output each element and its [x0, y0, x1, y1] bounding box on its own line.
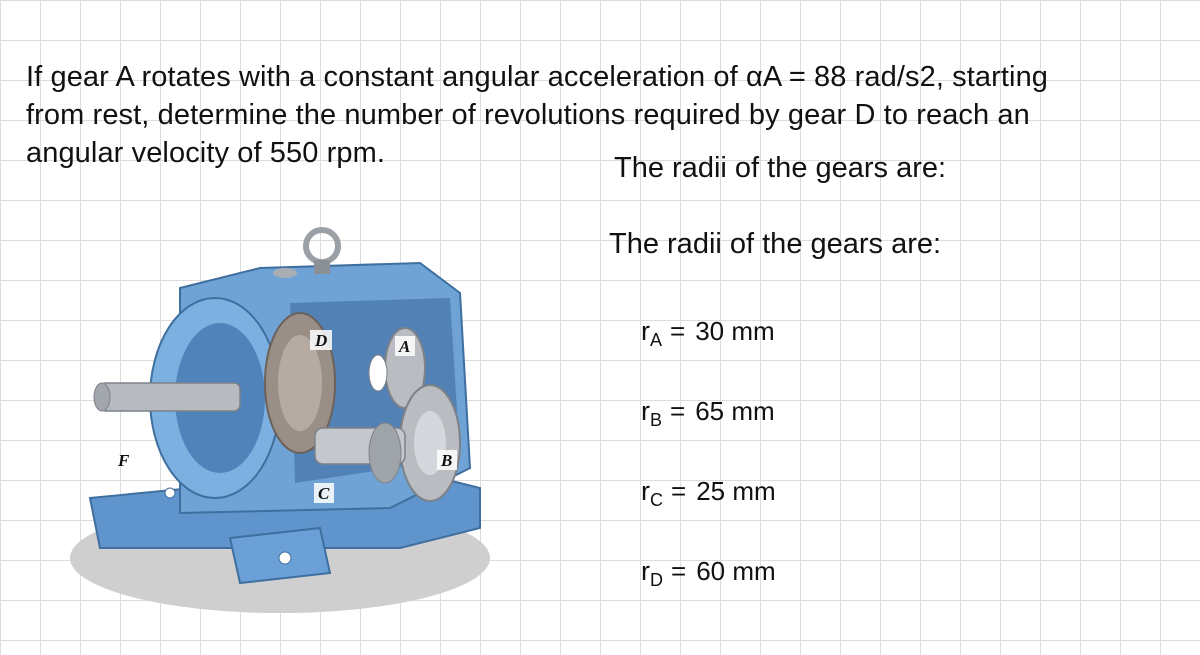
radii-heading-repeat: The radii of the gears are:: [609, 228, 942, 260]
label-c: C: [318, 484, 330, 503]
shaft-f: [100, 383, 240, 411]
lifting-eye: [306, 230, 338, 262]
vent-plug: [273, 268, 297, 278]
problem-line-1: If gear A rotates with a constant angular acceleration of αA = 88 rad/s2, starting: [26, 61, 1049, 93]
radius-b: $r_B = 65$ mm: [641, 396, 775, 430]
lifting-eye-base: [314, 260, 330, 274]
gearbox-illustration: [60, 218, 520, 638]
shaft-f-end: [94, 383, 110, 411]
radius-a-value: 30 mm: [695, 316, 775, 346]
radius-d-value: 60 mm: [696, 556, 776, 586]
radius-c: $r_C = 25$ mm: [641, 476, 776, 510]
radius-a: $r_A = 30$ mm: [641, 316, 775, 350]
problem-line-2: from rest, determine the number of revolutions required by gear D to reach an: [26, 99, 1030, 131]
radii-heading: The radii of the gears are:: [614, 152, 947, 184]
radius-c-value: 25 mm: [696, 476, 776, 506]
label-b: B: [441, 451, 453, 470]
label-d: D: [315, 331, 328, 350]
bolt-hole-front: [279, 552, 291, 564]
problem-statement: [26, 58, 1186, 172]
problem-line-3: angular velocity of 550 rpm.: [26, 137, 386, 169]
gear-c-end: [369, 423, 401, 483]
gear-a-hub: [369, 355, 387, 391]
radius-d: $r_D = 60$ mm: [641, 556, 776, 590]
label-a: A: [399, 337, 411, 356]
bolt-hole-left: [165, 488, 175, 498]
radius-b-value: 65 mm: [695, 396, 775, 426]
label-f: F: [118, 451, 130, 470]
